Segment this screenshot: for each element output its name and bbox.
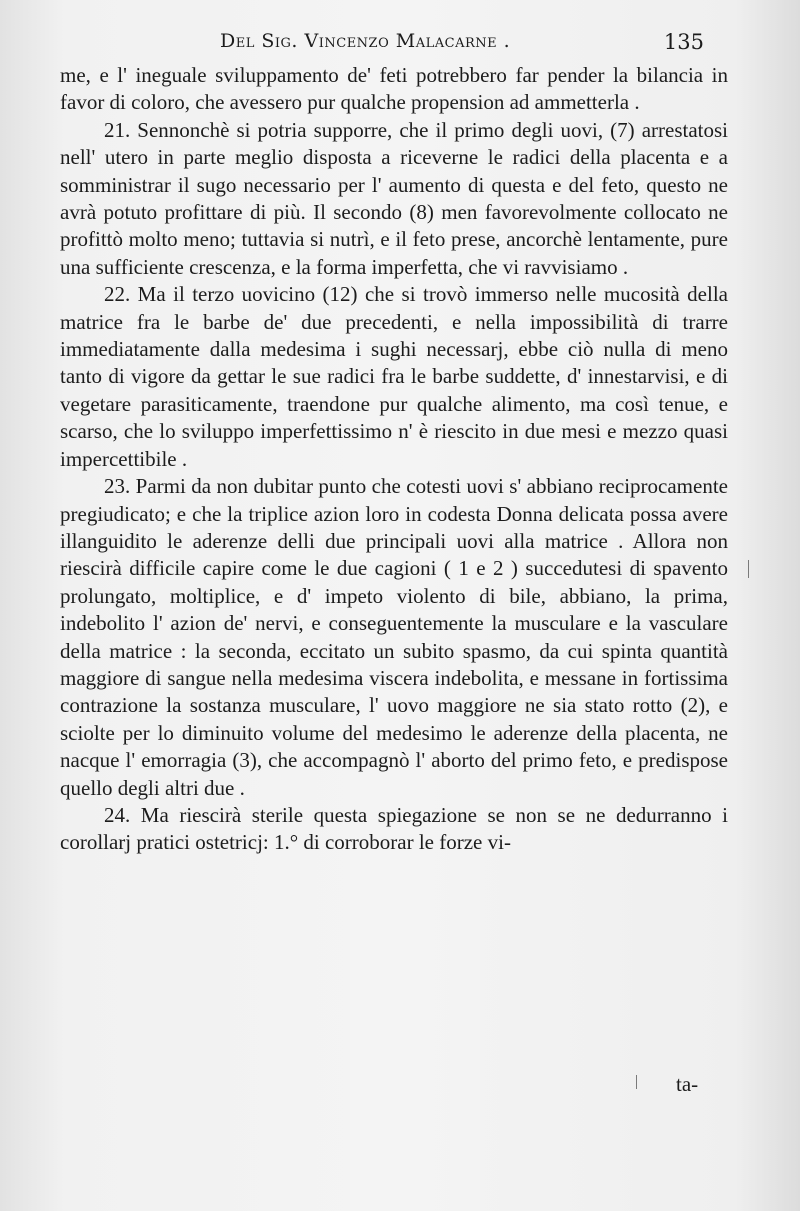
catchword: ta- xyxy=(676,1072,699,1096)
paragraph-continuation: me, e l' ineguale sviluppamento de' feti potrebbero far pender la bilancia in favor di coloro, che avessero pur qualche propension ad ammetterla . xyxy=(60,63,728,115)
paragraph-24: 24. Ma riescirà sterile questa spiegazione se non se ne dedurranno i corollarj pratici ostetricj: 1.° di corroborar le forze vi- xyxy=(60,802,728,855)
paragraph-21: 21. Sennonchè si potria supporre, che il primo degli uovi, (7) arrestatosi nell' utero in parte meglio disposta a riceverne le radici della placenta e a somministrar il sugo necessario per l' aumento di questa e del feto, questo ne avrà potuto profittare di più. Il secondo (8) men favorevolmente collocato ne profittò molto meno; tuttavia si nutrì, e il feto prese, ancorchè lentamente, pure una sufficiente crescenza, e la forma imperfetta, che vi ravvisiamo . xyxy=(60,117,728,279)
margin-mark xyxy=(748,560,749,578)
paragraph-22: 22. Ma il terzo uovicino (12) che si trovò immerso nelle mucosità della matrice fra le barbe de' due precedenti, e nella impossibilità di trarre immediatamente dalla medesima i sughi necessarj, ebbe ciò nulla di meno tanto di vigore da gettar le sue radici fra le barbe suddette, d' innestarvisi, e di vegetare parasiticamente, traendone pur qualche alimento, ma così tenue, e scarso, che lo sviluppo imperfettissimo n' è riescito in due mesi e mezzo quasi impercettibile . xyxy=(60,282,728,471)
paragraph-23: 23. Parmi da non dubitar punto che cotesti uovi s' abbiano reciprocamente pregiudicato; e che la triplice azion loro in codesta Donna delicata possa avere illanguidito le aderenze delli due principali uovi alla matrice . Allora non riescirà difficile capire come le due cagioni ( 1 e 2 ) succedutesi di spavento prolungato, moltiplice, e d' impeto violento di bile, abbiano, la prima, indebolito l' azion de' nervi, e conseguentemente la musculare e la vasculare della matrice : la seconda, eccitato un subito spasmo, da cui spinta quantità maggiore di sangue nella medesima viscera indebolita, e messane in fortissima contrazione la sostanza musculare, l' uovo maggiore ne sia stato rotto (2), e sciolte per lo diminuito volume del medesimo le aderenze della placenta, ne nacque l' emorragia (3), che accompagnò l' aborto del primo feto, e predispose quello degli altri due . xyxy=(60,474,728,800)
margin-mark xyxy=(636,1075,637,1089)
running-head: Del Sig. Vincenzo Malacarne . xyxy=(220,30,511,52)
page-header xyxy=(60,30,728,64)
body-text xyxy=(60,62,728,857)
page-number: 135 xyxy=(663,30,704,54)
